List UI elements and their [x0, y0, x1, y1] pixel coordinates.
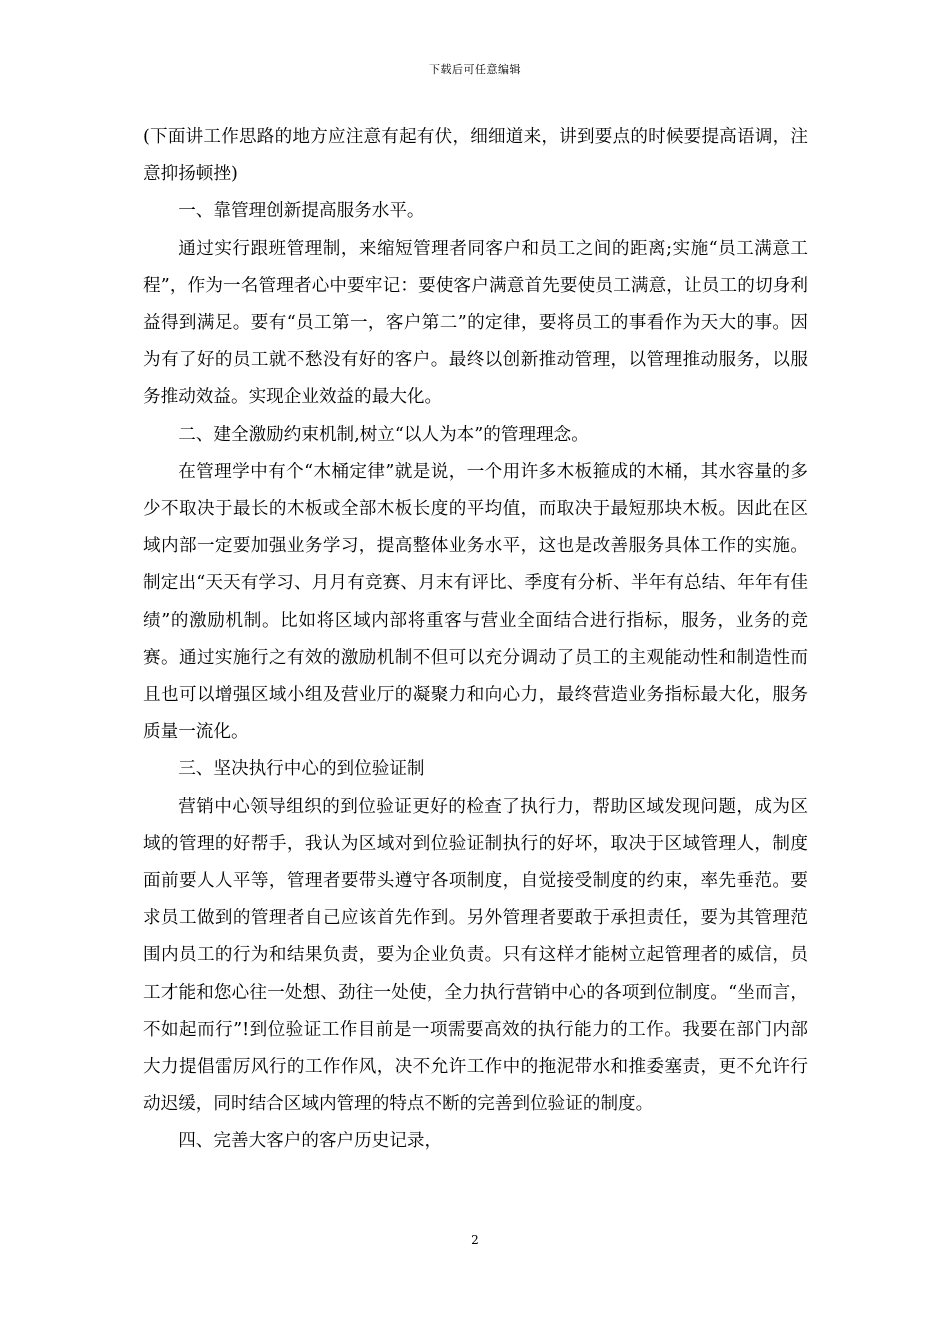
section-heading-1: 一、靠管理创新提高服务水平。 [178, 201, 425, 222]
body-paragraph: 在管理学中有个“木桶定律”就是说，一个用许多木板箍成的木桶，其水容量的多少不取决于最长的木板或全部木板长度的平均值，而取决于最短那块木板。因此在区域内部一定要加强业务学习，提高整体业务水平，这也是改善服务具体工作的实施。制定出“天天有学习、月月有竞赛、月末有评比、季度有分析、半年有总结、年年有佳绩”的激励机制。比如将区域内部将重客与营业全面结合进行指标，服务，业务的竞赛。通过实施行之有效的激励机制不但可以充分调动了员工的主观能动性和制造性而且也可以增强区域小组及营业厅的凝聚力和向心力，最终营造业务指标最大化，服务质量一流化。 [143, 461, 808, 743]
section-heading-4: 四、完善大客户的客户历史记录， [178, 1131, 443, 1152]
page-number: 2 [471, 1233, 479, 1247]
body-paragraph: 营销中心领导组织的到位验证更好的检查了执行力，帮助区域发现问题，成为区域的管理的好帮手，我认为区域对到位验证制执行的好坏，取决于区域管理人，制度面前要人人平等，管理者要带头遵守各项制度，自觉接受制度的约束，率先垂范。要求员工做到的管理者自己应该首先作到。另外管理者要敢于承担责任，要为其管理范围内员工的行为和结果负责，要为企业负责。只有这样才能树立起管理者的威信，员工才能和您心往一处想、劲往一处使，全力执行营销中心的各项到位制度。“坐而言，不如起而行”!到位验证工作目前是一项需要高效的执行能力的工作。我要在部门内部大力提倡雷厉风行的工作作风，决不允许工作中的拖泥带水和推委塞责，更不允许行动迟缓，同时结合区域内管理的特点不断的完善到位验证的制度。 [143, 796, 808, 1115]
page-header: 下载后可任意编辑 [429, 63, 521, 76]
body-paragraph: 通过实行跟班管理制，来缩短管理者同客户和员工之间的距离;实施“员工满意工程”，作为一名管理者心中要牢记：要使客户满意首先要使员工满意，让员工的切身利益得到满足。要有“员工第一，客户第二”的定律，要将员工的事看作为天大的事。因为有了好的员工就不愁没有好的客户。最终以创新推动管理，以管理推动服务，以服务推动效益。实现企业效益的最大化。 [143, 238, 808, 408]
section-heading-2: 二、建全激励约束机制,树立“以人为本”的管理理念。 [178, 424, 589, 445]
document-body [143, 119, 808, 1161]
section-heading-3: 三、坚决执行中心的到位验证制 [178, 759, 425, 780]
note-paragraph: (下面讲工作思路的地方应注意有起有伏，细细道来，讲到要点的时候要提高语调，注意抑扬顿挫) [143, 127, 808, 185]
